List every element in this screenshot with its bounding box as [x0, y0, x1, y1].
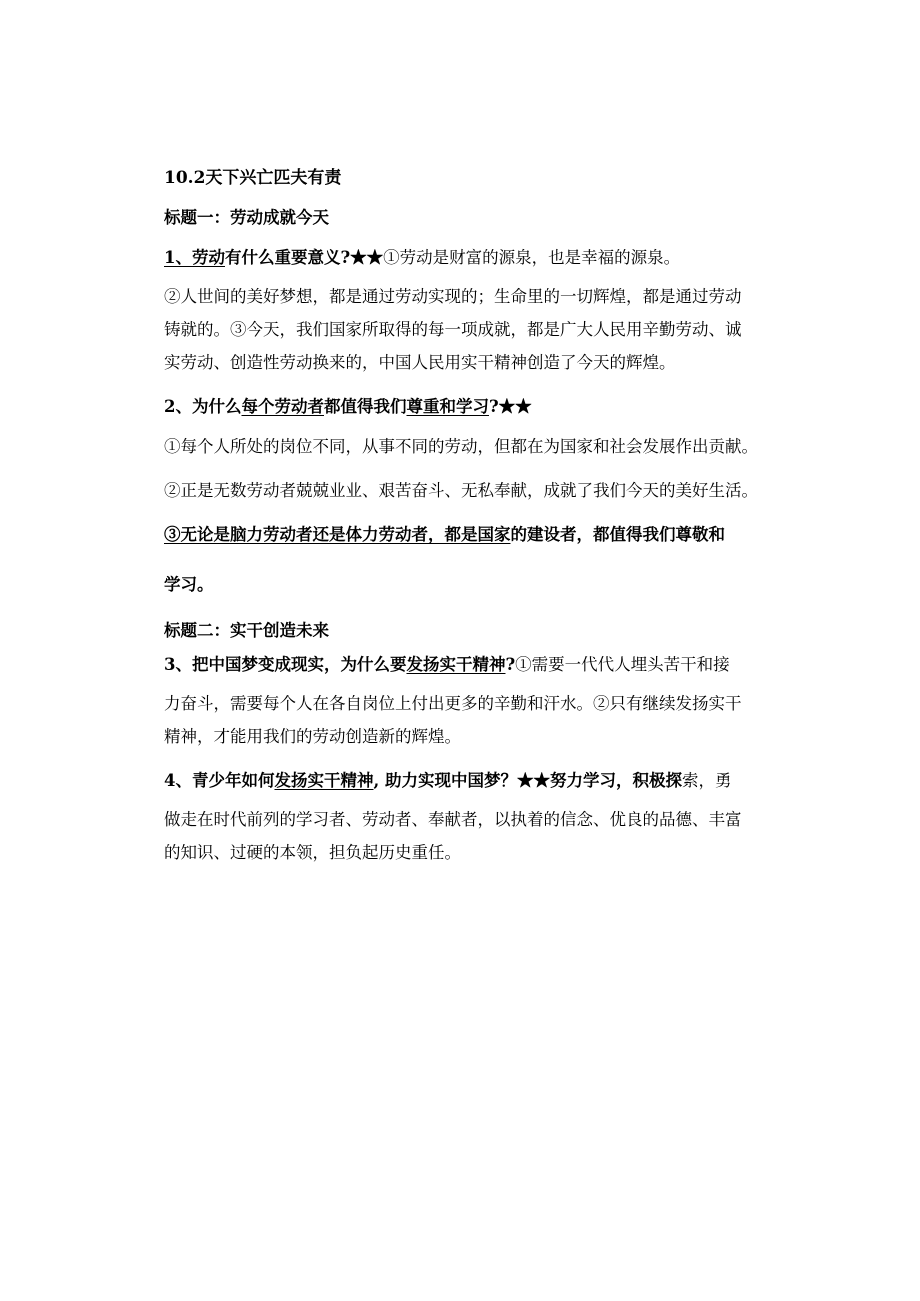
q2-underlined-2: 尊重和学习 [406, 397, 489, 416]
title-text: 天下兴亡匹夫有责 [205, 168, 342, 188]
q2-answer-2: ②正是无数劳动者兢兢业业、艰苦奋斗、无私奉献，成就了我们今天的美好生活。 [164, 481, 758, 500]
q2-answer-3-rest: 的建设者，都值得我们尊敬和 [510, 525, 725, 544]
q4-answer-line-1: 做走在时代前列的学习者、劳动者、奉献者，以执着的信念、优良的品德、丰富 [164, 810, 742, 829]
q1-answer-1: ①劳动是财富的源泉，也是幸福的源泉。 [383, 248, 681, 267]
q2-text-2: 都值得我们 [323, 397, 407, 416]
q4-answer-line-2: 的知识、过硬的本领，担负起历史重任。 [164, 843, 461, 862]
document-content [164, 168, 764, 869]
question-2 [164, 397, 764, 417]
question-3 [164, 655, 764, 675]
q2-number: 2、 [164, 397, 192, 416]
question-4 [164, 771, 764, 791]
q1-answer-line-2: 铸就的。③今天，我们国家所取得的每一项成就，都是广大人民用辛勤劳动、诚 [164, 320, 742, 339]
q2-text-3: ?★★ [488, 397, 532, 416]
q3-text-1: 把中国梦变成现实，为什么要 [191, 655, 407, 674]
q2-text-1: 为什么 [191, 397, 242, 416]
q3-number: 3、 [164, 655, 192, 674]
section-heading-1: 标题一：劳动成就今天 [164, 208, 329, 227]
q2-answer-3 [164, 525, 764, 545]
q1-answer-line-3: 实劳动、创造性劳动换来的，中国人民用实干精神创造了今天的辉煌。 [164, 353, 676, 372]
q4-text-1: 青少年如何 [191, 771, 275, 790]
q2-answer-1: ①每个人所处的岗位不同，从事不同的劳动，但都在为国家和社会发展作出贡献。 [164, 437, 758, 456]
q3-answer-line-2: 精神，才能用我们的劳动创造新的辉煌。 [164, 727, 461, 746]
q1-answer-line-1: ②人世间的美好梦想，都是通过劳动实现的；生命里的一切辉煌，都是通过劳动 [164, 287, 742, 306]
q4-answer-first: 索，勇 [681, 771, 732, 790]
q1-text: 有什么重要意义?★★ [224, 248, 384, 267]
q1-underlined: 劳动 [191, 248, 225, 267]
q2-underlined-1: 每个劳动者 [241, 397, 324, 416]
title-number: 10.2 [164, 168, 206, 188]
document-title [164, 168, 764, 188]
q2-answer-3-end: 学习。 [164, 575, 214, 594]
q1-number: 1、 [164, 248, 192, 267]
q3-underlined: 发扬实干精神 [406, 655, 506, 674]
section-heading-2: 标题二：实干创造未来 [164, 621, 329, 640]
q2-answer-3-underlined: ③无论是脑力劳动者还是体力劳动者，都是国家 [164, 525, 511, 544]
q3-answer-line-1: 力奋斗，需要每个人在各自岗位上付出更多的辛勤和汗水。②只有继续发扬实干 [164, 694, 742, 713]
q3-text-2: ? [505, 655, 516, 674]
q4-text-2: , 助力实现中国梦？★★努力学习，积极探 [373, 771, 682, 790]
question-1 [164, 248, 764, 268]
q4-number: 4、 [164, 771, 192, 790]
q4-underlined: 发扬实干精神 [274, 771, 374, 790]
q3-answer-first: ①需要一代代人埋头苦干和接 [515, 655, 730, 674]
